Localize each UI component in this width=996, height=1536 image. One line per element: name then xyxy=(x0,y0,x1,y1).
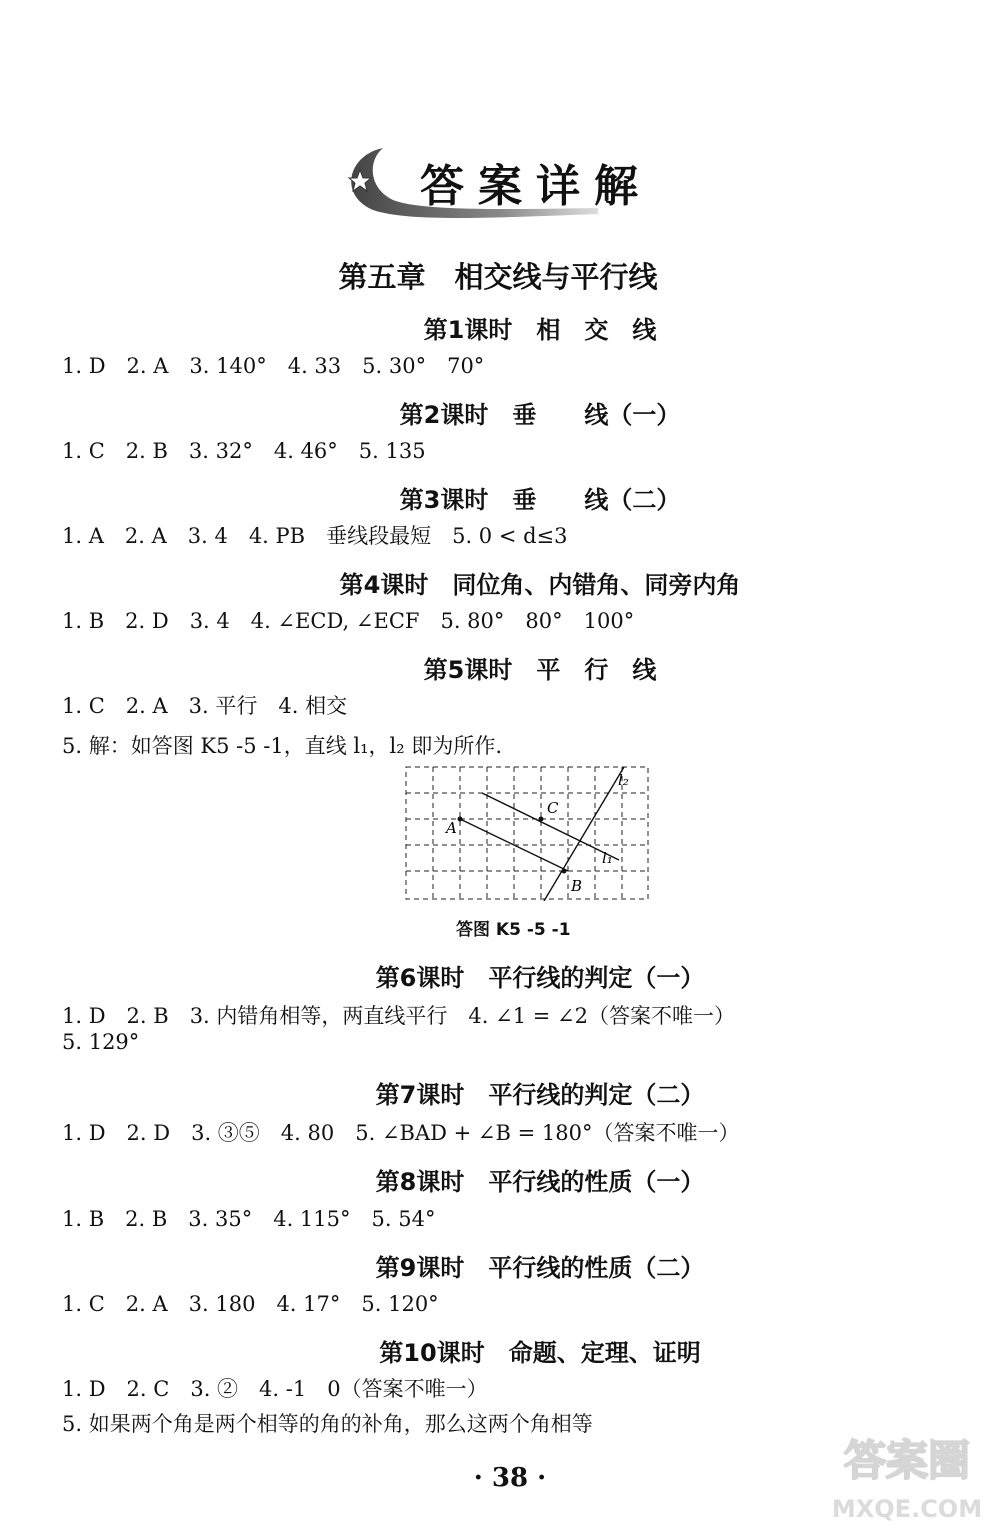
lesson-title: 第5课时 平 行 线 xyxy=(423,656,657,684)
answer-line: 1. C 2. A 3. 平行 4. 相交 xyxy=(62,694,348,718)
answer-line: 1. A 2. A 3. 4 4. PB 垂线段最短 5. 0 < d≤3 xyxy=(62,524,568,548)
lesson-title: 第6课时 平行线的判定（一） xyxy=(375,964,705,992)
answer-line: 1. D 2. C 3. ② 4. -1 0（答案不唯一） xyxy=(62,1377,488,1401)
point-b-label: B xyxy=(571,877,583,895)
answer-line: 1. C 2. B 3. 32° 4. 46° 5. 135 xyxy=(62,439,426,463)
watermark-logo xyxy=(822,1425,992,1530)
chapter-title: 第五章 相交线与平行线 xyxy=(338,260,658,294)
point-a-label: A xyxy=(446,819,457,837)
figure-caption: 答图 K5 -5 -1 xyxy=(456,920,571,940)
page-title: 答案详解 xyxy=(420,161,652,212)
lesson-title: 第7课时 平行线的判定（二） xyxy=(375,1081,705,1109)
lesson-title: 第1课时 相 交 线 xyxy=(423,316,657,344)
page-number: · 38 · xyxy=(473,1463,547,1493)
point-c-label: C xyxy=(547,799,559,817)
answer-line: 5. 如果两个角是两个相等的角的补角，那么这两个角相等 xyxy=(62,1412,593,1436)
answer-line: 1. C 2. A 3. 180 4. 17° 5. 120° xyxy=(62,1292,439,1316)
lesson-title: 第4课时 同位角、内错角、同旁内角 xyxy=(339,571,741,599)
answer-line: 1. D 2. A 3. 140° 4. 33 5. 30° 70° xyxy=(62,354,485,378)
answer-line: 5. 129° xyxy=(62,1030,140,1054)
answer-line: 1. D 2. D 3. ③⑤ 4. 80 5. ∠BAD + ∠B = 180°（答案不唯一） xyxy=(62,1121,740,1145)
watermark-text-top: 答案圈 xyxy=(843,1436,971,1485)
line-l1-label: l₁ xyxy=(602,849,613,867)
lesson-title: 第9课时 平行线的性质（二） xyxy=(375,1254,705,1282)
grid-figure xyxy=(404,765,650,901)
watermark-text-bottom: MXQE.COM xyxy=(831,1495,983,1523)
answer-line: 5. 解：如答图 K5 -5 -1，直线 l₁，l₂ 即为所作. xyxy=(62,734,502,758)
lesson-title: 第3课时 垂 线（二） xyxy=(399,486,681,514)
lesson-title: 第8课时 平行线的性质（一） xyxy=(375,1168,705,1196)
answer-line: 1. B 2. D 3. 4 4. ∠ECD, ∠ECF 5. 80° 80° 100° xyxy=(62,609,635,633)
answer-line: 1. B 2. B 3. 35° 4. 115° 5. 54° xyxy=(62,1207,436,1231)
answer-line: 1. D 2. B 3. 内错角相等，两直线平行 4. ∠1 = ∠2（答案不唯一） xyxy=(62,1004,735,1028)
lesson-title: 第10课时 命题、定理、证明 xyxy=(379,1339,701,1367)
lesson-title: 第2课时 垂 线（一） xyxy=(399,401,681,429)
line-l2-label: l₂ xyxy=(618,771,629,789)
